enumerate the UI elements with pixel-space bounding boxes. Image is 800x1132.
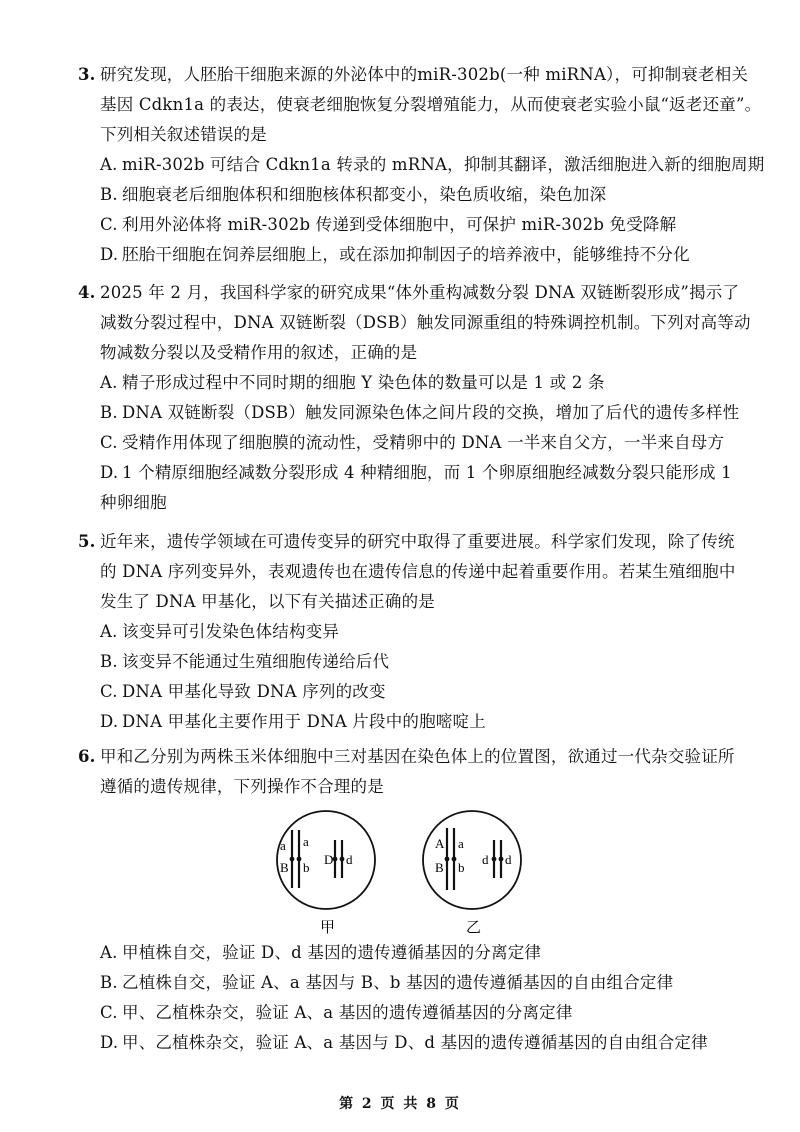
option-letter: D. — [100, 1033, 119, 1052]
option-letter: D. — [100, 463, 119, 482]
centromere — [445, 857, 450, 862]
option-d[interactable] — [78, 707, 718, 737]
option-letter: B. — [100, 185, 118, 204]
option-text: 乙植株自交，验证 A、a 基因与 B、b 基因的遗传遵循基因的自由组合定律 — [122, 973, 674, 992]
question-3 — [78, 60, 765, 270]
question-number: 6. — [78, 747, 96, 766]
option-letter: B. — [100, 403, 118, 422]
gene-label: a — [458, 836, 464, 851]
gene-label: a — [280, 838, 286, 853]
question-number: 5. — [78, 532, 96, 551]
centromere — [297, 857, 302, 862]
option-letter: D. — [100, 712, 119, 731]
option-letter: D. — [100, 245, 119, 264]
option-a[interactable] — [78, 617, 718, 647]
option-b[interactable] — [78, 180, 718, 210]
cells-diagram — [268, 810, 530, 940]
chromosome-figure — [268, 810, 530, 940]
gene-label: b — [458, 860, 465, 875]
option-c[interactable] — [78, 677, 718, 707]
question-6-options — [78, 938, 718, 1058]
option-c[interactable] — [78, 428, 725, 458]
option-letter: B. — [100, 973, 118, 992]
question-5 — [78, 527, 736, 737]
option-d-continuation: 种卵细胞 — [100, 493, 167, 512]
question-stem-line: 2025 年 2 月，我国科学家的研究成果“体外重构减数分裂 DNA 双链断裂形成”揭示了 — [100, 283, 740, 302]
option-text: 该变异不能通过生殖细胞传递给后代 — [122, 652, 390, 671]
option-b[interactable] — [78, 647, 718, 677]
gene-label: A — [435, 836, 445, 851]
option-text: DNA 甲基化主要作用于 DNA 片段中的胞嘧啶上 — [122, 712, 486, 731]
question-stem-line: 基因 Cdkn1a 的表达，使衰老细胞恢复分裂增殖能力，从而使衰老实验小鼠“返老还童”。 — [100, 95, 762, 114]
gene-label: B — [280, 860, 289, 875]
question-number: 4. — [78, 283, 96, 302]
option-c[interactable] — [78, 210, 718, 240]
question-stem-line: 物减数分裂以及受精作用的叙述，正确的是 — [100, 343, 418, 362]
question-number: 3. — [78, 65, 96, 84]
centromere — [499, 857, 504, 862]
page-footer: 第 2 页 共 8 页 — [339, 1096, 461, 1112]
option-letter: C. — [100, 215, 118, 234]
option-text: DNA 甲基化导致 DNA 序列的改变 — [122, 682, 386, 701]
option-c[interactable] — [78, 998, 718, 1028]
option-letter: B. — [100, 652, 118, 671]
option-text: 胚胎干细胞在饲养层细胞上，或在添加抑制因子的培养液中，能够维持不分化 — [122, 245, 690, 264]
option-text: 甲、乙植株杂交，验证 A、a 基因的遗传遵循基因的分离定律 — [122, 1003, 573, 1022]
question-stem-line: 研究发现，人胚胎干细胞来源的外泌体中的miR-302b(一种 miRNA），可抑制衰老相关 — [100, 65, 749, 84]
option-text: 1 个精原细胞经减数分裂形成 4 种精细胞，而 1 个卵原细胞经减数分裂只能形成 1 — [122, 463, 732, 482]
gene-label: B — [435, 860, 444, 875]
option-letter: C. — [100, 682, 118, 701]
gene-label: a — [303, 834, 309, 849]
option-b[interactable] — [78, 398, 740, 428]
option-a[interactable] — [78, 150, 765, 180]
question-stem-line: 下列相关叙述错误的是 — [100, 125, 267, 144]
option-text: 甲植株自交，验证 D、d 基因的遗传遵循基因的分离定律 — [122, 943, 542, 962]
cell-jia — [277, 811, 375, 909]
question-stem-line: 甲和乙分别为两株玉米体细胞中三对基因在染色体上的位置图，欲通过一代杂交验证所 — [100, 747, 735, 766]
option-text: 细胞衰老后细胞体积和细胞核体积都变小，染色质收缩，染色加深 — [122, 185, 607, 204]
centromere — [340, 857, 345, 862]
question-stem-line: 减数分裂过程中，DNA 双链断裂（DSB）触发同源重组的特殊调控机制。下列对高等动 — [100, 313, 751, 332]
gene-label: d — [346, 852, 353, 867]
option-d[interactable] — [78, 1028, 718, 1058]
question-4 — [78, 278, 751, 518]
option-text: 利用外泌体将 miR-302b 传递到受体细胞中，可保护 miR-302b 免受降解 — [122, 215, 677, 234]
gene-label: D — [324, 852, 334, 867]
option-d[interactable] — [78, 458, 732, 488]
option-letter: A. — [100, 155, 118, 174]
cell-yi — [423, 811, 521, 909]
question-stem-line: 遵循的遗传规律，下列操作不合理的是 — [100, 777, 384, 796]
question-6 — [78, 742, 735, 802]
gene-label: d — [505, 852, 512, 867]
gene-label: d — [482, 852, 489, 867]
cell-label-yi: 乙 — [466, 918, 482, 936]
option-letter: A. — [100, 943, 118, 962]
centromere — [492, 857, 497, 862]
option-text: 受精作用体现了细胞膜的流动性，受精卵中的 DNA 一半来自父方，一半来自母方 — [122, 433, 725, 452]
centromere — [452, 857, 457, 862]
question-stem-line: 发生了 DNA 甲基化，以下有关描述正确的是 — [100, 592, 435, 611]
option-text: miR-302b 可结合 Cdkn1a 转录的 mRNA，抑制其翻译，激活细胞进入新的细胞周期 — [122, 155, 765, 174]
option-a[interactable] — [78, 368, 718, 398]
cell-label-jia: 甲 — [320, 918, 336, 936]
centromere — [290, 857, 295, 862]
option-letter: C. — [100, 1003, 118, 1022]
option-a[interactable] — [78, 938, 718, 968]
option-d[interactable] — [78, 240, 718, 270]
option-text: 该变异可引发染色体结构变异 — [122, 622, 340, 641]
question-stem-line: 的 DNA 序列变异外，表观遗传也在遗传信息的传递中起着重要作用。若某生殖细胞中 — [100, 562, 736, 581]
option-text: 甲、乙植株杂交，验证 A、a 基因与 D、d 基因的遗传遵循基因的自由组合定律 — [122, 1033, 708, 1052]
question-stem-line: 近年来，遗传学领域在可遗传变异的研究中取得了重要进展。科学家们发现，除了传统 — [100, 532, 735, 551]
option-text: 精子形成过程中不同时期的细胞 Y 染色体的数量可以是 1 或 2 条 — [122, 373, 605, 392]
gene-label: b — [303, 860, 310, 875]
option-letter: C. — [100, 433, 118, 452]
option-letter: A. — [100, 373, 118, 392]
option-b[interactable] — [78, 968, 718, 998]
option-letter: A. — [100, 622, 118, 641]
option-text: DNA 双链断裂（DSB）触发同源染色体之间片段的交换，增加了后代的遗传多样性 — [122, 403, 740, 422]
